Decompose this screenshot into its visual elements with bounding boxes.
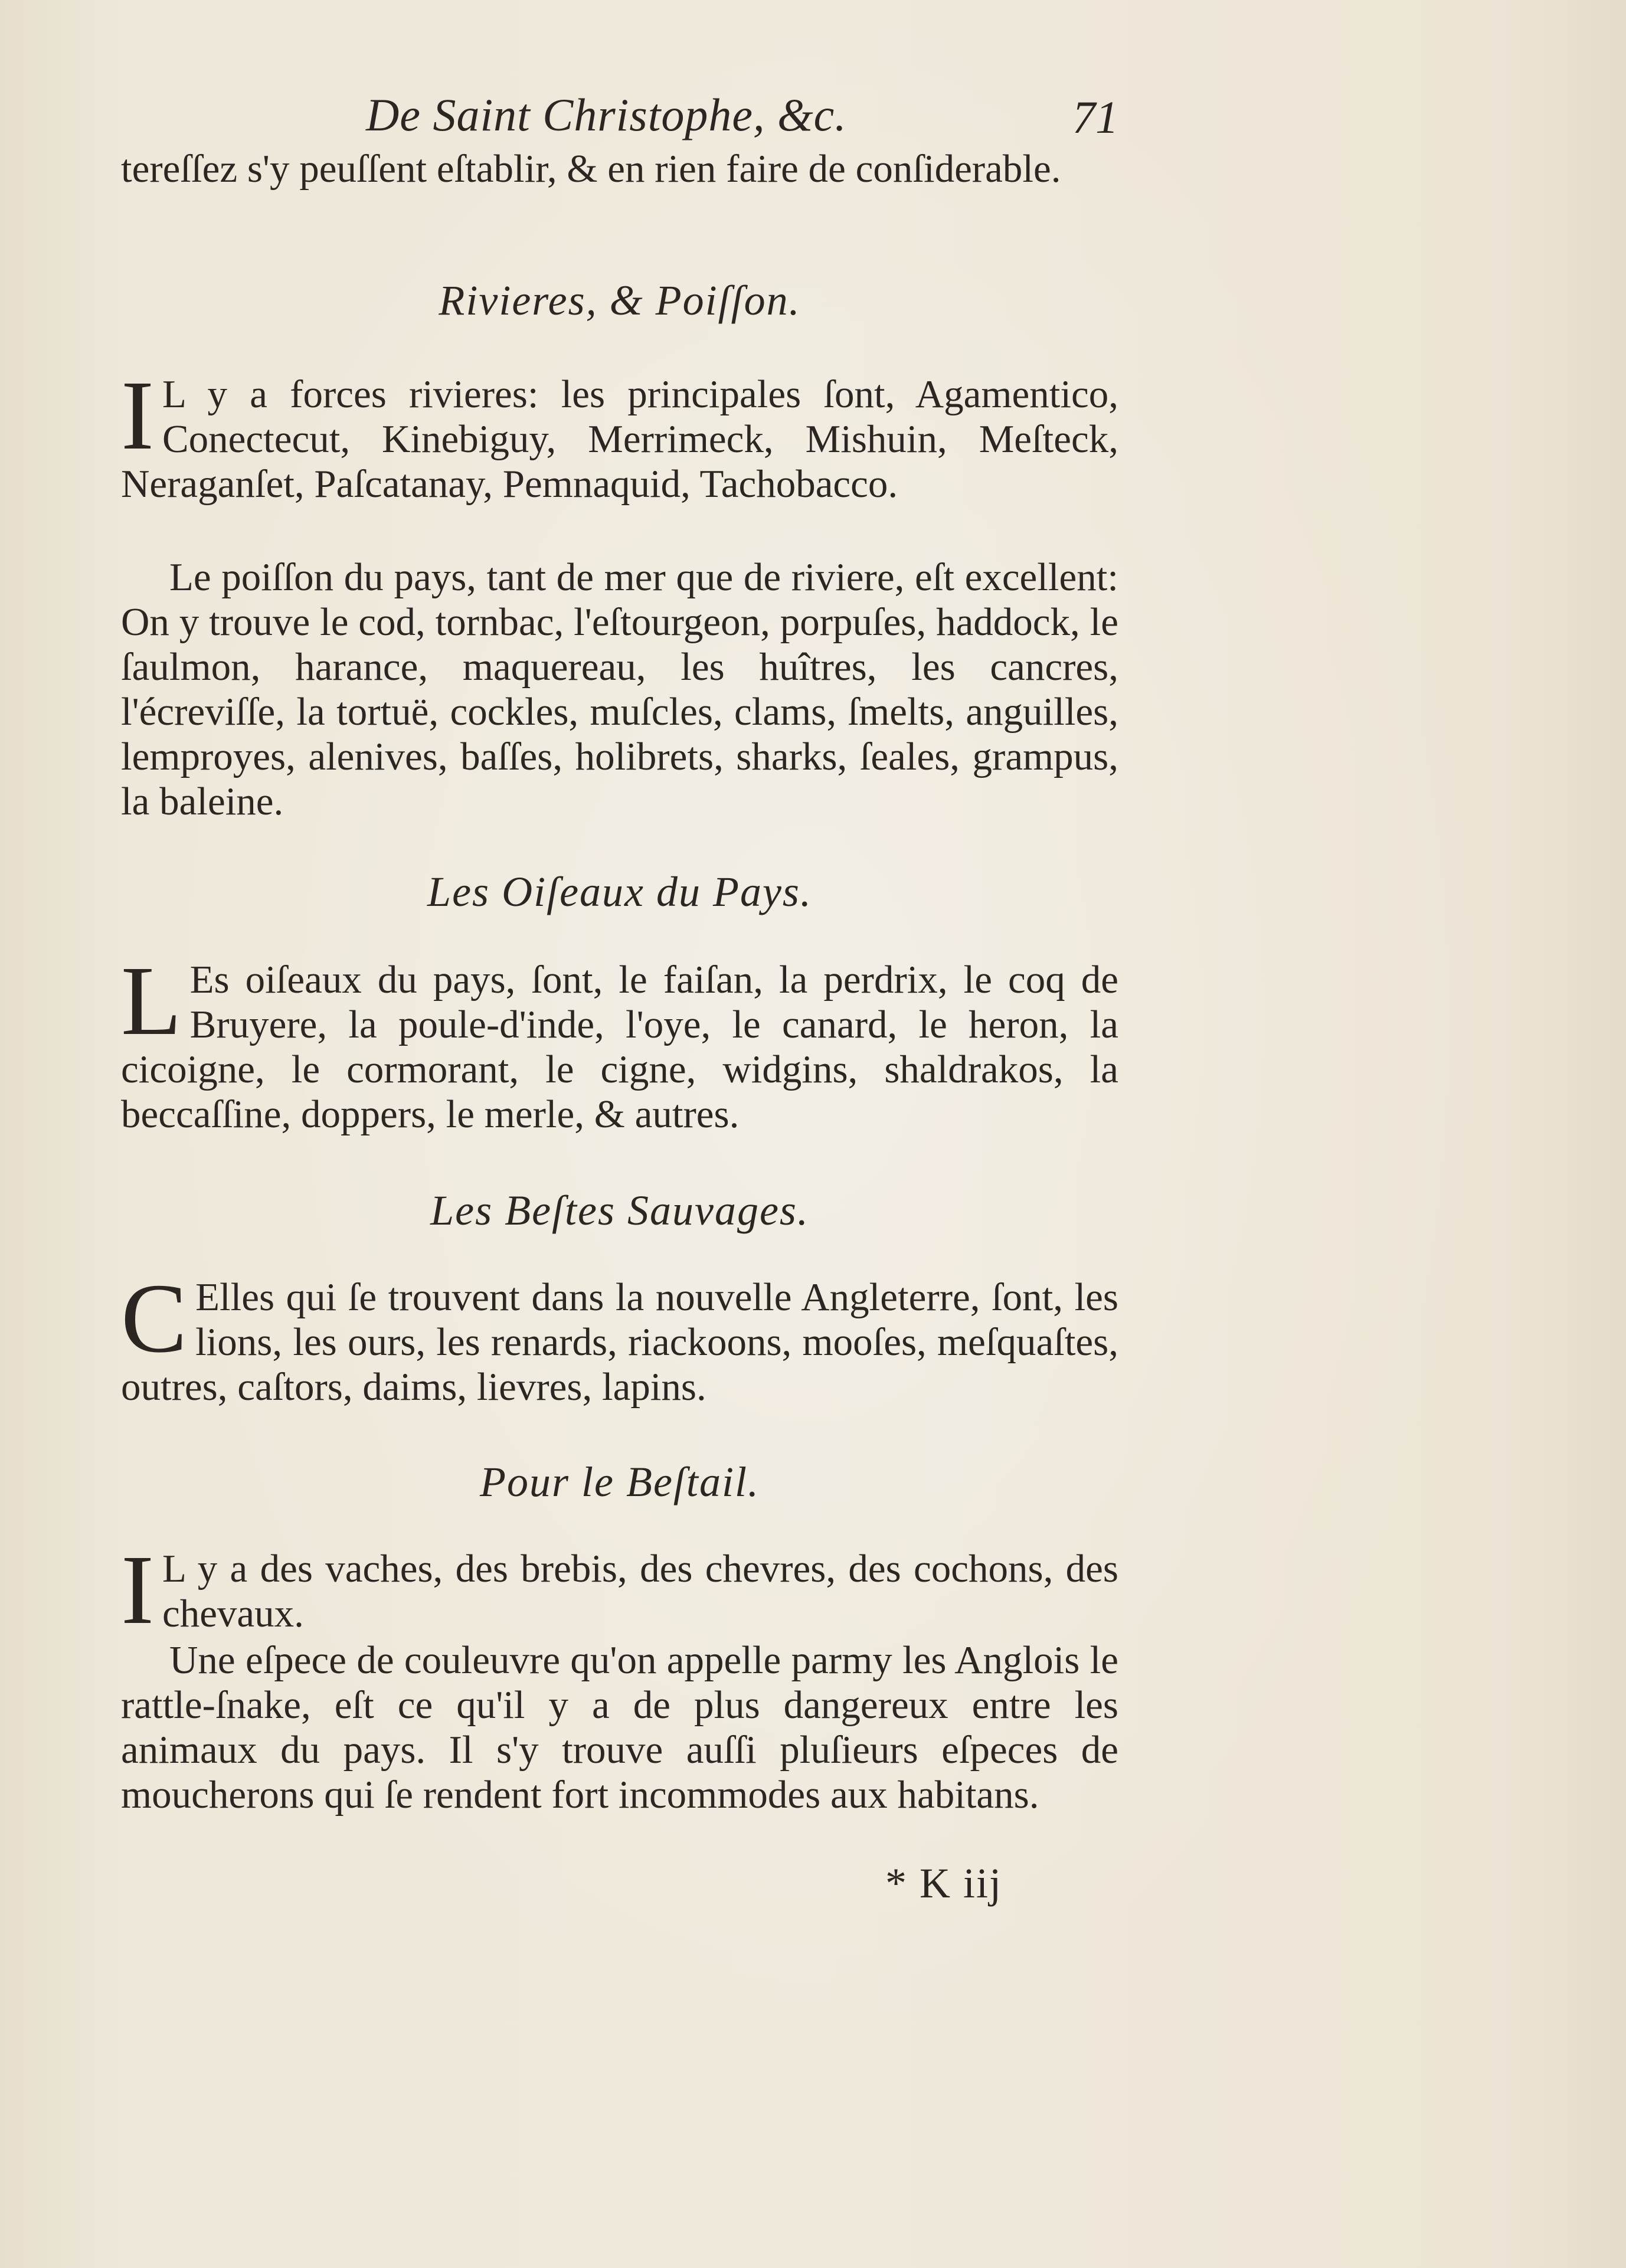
drop-cap: C	[121, 1264, 188, 1373]
page-number: 71	[1072, 91, 1118, 143]
drop-cap: I	[121, 1535, 154, 1645]
section-title-bestail: Pour le Beſtail.	[480, 1458, 760, 1506]
section-title-bestes: Les Beſtes Sauvages.	[430, 1187, 809, 1234]
paragraph-text: L y a des vaches, des brebis, des chevres, des cochons, des chevaux.	[162, 1547, 1118, 1635]
paragraph-poisson	[121, 555, 1118, 824]
paragraph-text: Elles qui ſe trouvent dans la nouvelle Angleterre, ſont, les lions, les ours, les renards, riackoons, mooſes, meſquaſtes, outres, caſtors, daims, lievres, lapins.	[121, 1275, 1118, 1409]
paragraph-text: Le poiſſon du pays, tant de mer que de riviere, eſt excellent: On y trouve le cod, tornbac, l'eſtourgeon, porpuſes, haddock, le ſaulmon, harance, maquereau, les huîtres, les cancres, l'écreviſſe, la tortuë, cockles, muſcles, clams, ſmelts, anguilles, lemproyes, alenives, baſſes, holibrets, sharks, ſeales, grampus, la baleine.	[121, 555, 1118, 823]
drop-cap: I	[121, 361, 154, 470]
paragraph-rivieres	[121, 361, 1118, 506]
paragraph-bestes	[121, 1264, 1118, 1409]
section-title-oiseaux: Les Oiſeaux du Pays.	[427, 868, 812, 915]
page-header	[121, 89, 1118, 153]
section-title-rivieres: Rivieres, & Poiſſon.	[439, 277, 801, 324]
running-title: De Saint Christophe, &c.	[366, 89, 847, 140]
paragraph-bestail	[121, 1535, 1118, 1645]
paragraph-text: L y a forces rivieres: les principales ſont, Agamentico, Conectecut, Kinebiguy, Merrimeck, Mishuin, Meſteck, Neraganſet, Paſcatanay, Pemnaquid, Tachobacco.	[121, 372, 1118, 506]
paragraph-text: Une eſpece de couleuvre qu'on appelle parmy les Anglois le rattle-ſnake, eſt ce qu'il y a de plus dangereux entre les animaux du pays. Il s'y trouve auſſi pluſieurs eſpeces de moucherons qui ſe rendent fort incommodes aux habitans.	[121, 1638, 1118, 1817]
paragraph-oiseaux	[121, 946, 1118, 1137]
paragraph-text: Es oiſeaux du pays, ſont, le faiſan, la perdrix, le coq de Bruyere, la poule-d'inde, l'oye, le canard, le heron, la cicoigne, le cormorant, le cigne, widgins, shaldrakos, la beccaſſine, doppers, le merle, & autres.	[121, 958, 1118, 1136]
paragraph-couleuvre	[121, 1638, 1118, 1817]
drop-cap: L	[121, 946, 182, 1056]
signature-mark: * K iij	[885, 1860, 1003, 1907]
intro-text: tereſſez s'y peuſſent eſtablir, & en rien faire de conſiderable.	[121, 147, 1061, 191]
intro-paragraph	[121, 146, 1118, 191]
